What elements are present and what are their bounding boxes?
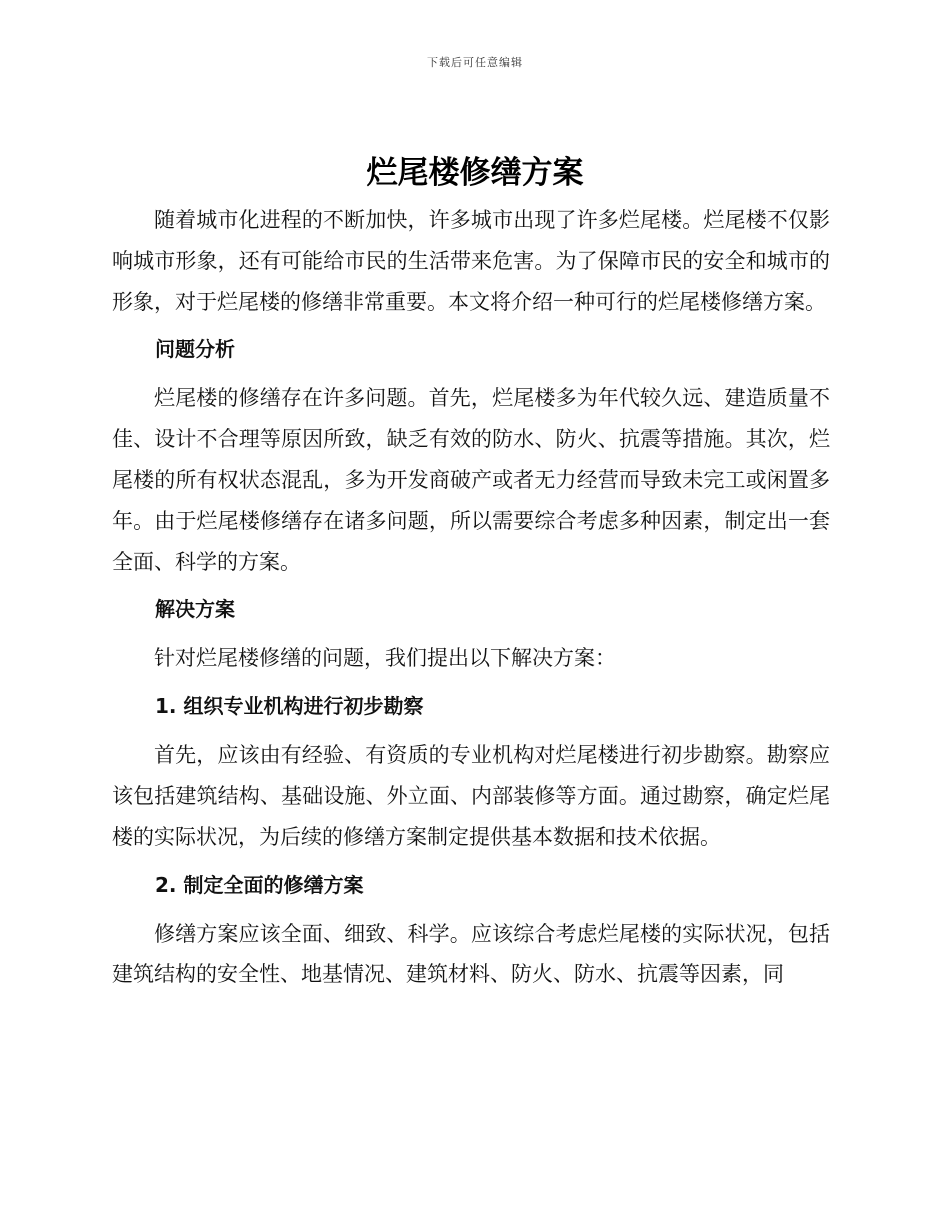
section-heading-problem-analysis: 问题分析 xyxy=(155,337,235,362)
section-paragraph-solution: 针对烂尾楼修缮的问题，我们提出以下解决方案： xyxy=(154,646,616,671)
document-title: 烂尾楼修缮方案 xyxy=(366,155,584,191)
header-note: 下载后可任意编辑 xyxy=(427,56,523,69)
section-paragraph-problem-analysis: 烂尾楼的修缮存在许多问题。首先，烂尾楼多为年代较久远、建造质量不佳、设计不合理等原因所致，缺乏有效的防水、防火、抗震等措施。其次，烂尾楼的所有权状态混乱，多为开发商破产或者无力经营而导致未完工或闲置多年。由于烂尾楼修缮存在诸多问题，所以需要综合考虑多种因素，制定出一套全面、科学的方案。 xyxy=(112,386,830,574)
section-paragraph-initial-survey: 首先，应该由有经验、有资质的专业机构对烂尾楼进行初步勘察。勘察应该包括建筑结构、基础设施、外立面、内部装修等方面。通过勘察，确定烂尾楼的实际状况，为后续的修缮方案制定提供基本数据和技术依据。 xyxy=(112,743,830,849)
intro-paragraph: 随着城市化进程的不断加快，许多城市出现了许多烂尾楼。烂尾楼不仅影响城市形象，还有可能给市民的生活带来危害。为了保障市民的安全和城市的形象，对于烂尾楼的修缮非常重要。本文将介绍一种可行的烂尾楼修缮方案。 xyxy=(112,208,830,314)
section-heading-solution: 解决方案 xyxy=(155,597,235,622)
section-paragraph-repair-plan: 修缮方案应该全面、细致、科学。应该综合考虑烂尾楼的实际状况，包括建筑结构的安全性、地基情况、建筑材料、防火、防水、抗震等因素，同 xyxy=(112,921,830,987)
document-body xyxy=(112,200,830,995)
section-heading-repair-plan: 2. 制定全面的修缮方案 xyxy=(155,872,364,897)
section-heading-initial-survey: 1. 组织专业机构进行初步勘察 xyxy=(155,694,424,719)
